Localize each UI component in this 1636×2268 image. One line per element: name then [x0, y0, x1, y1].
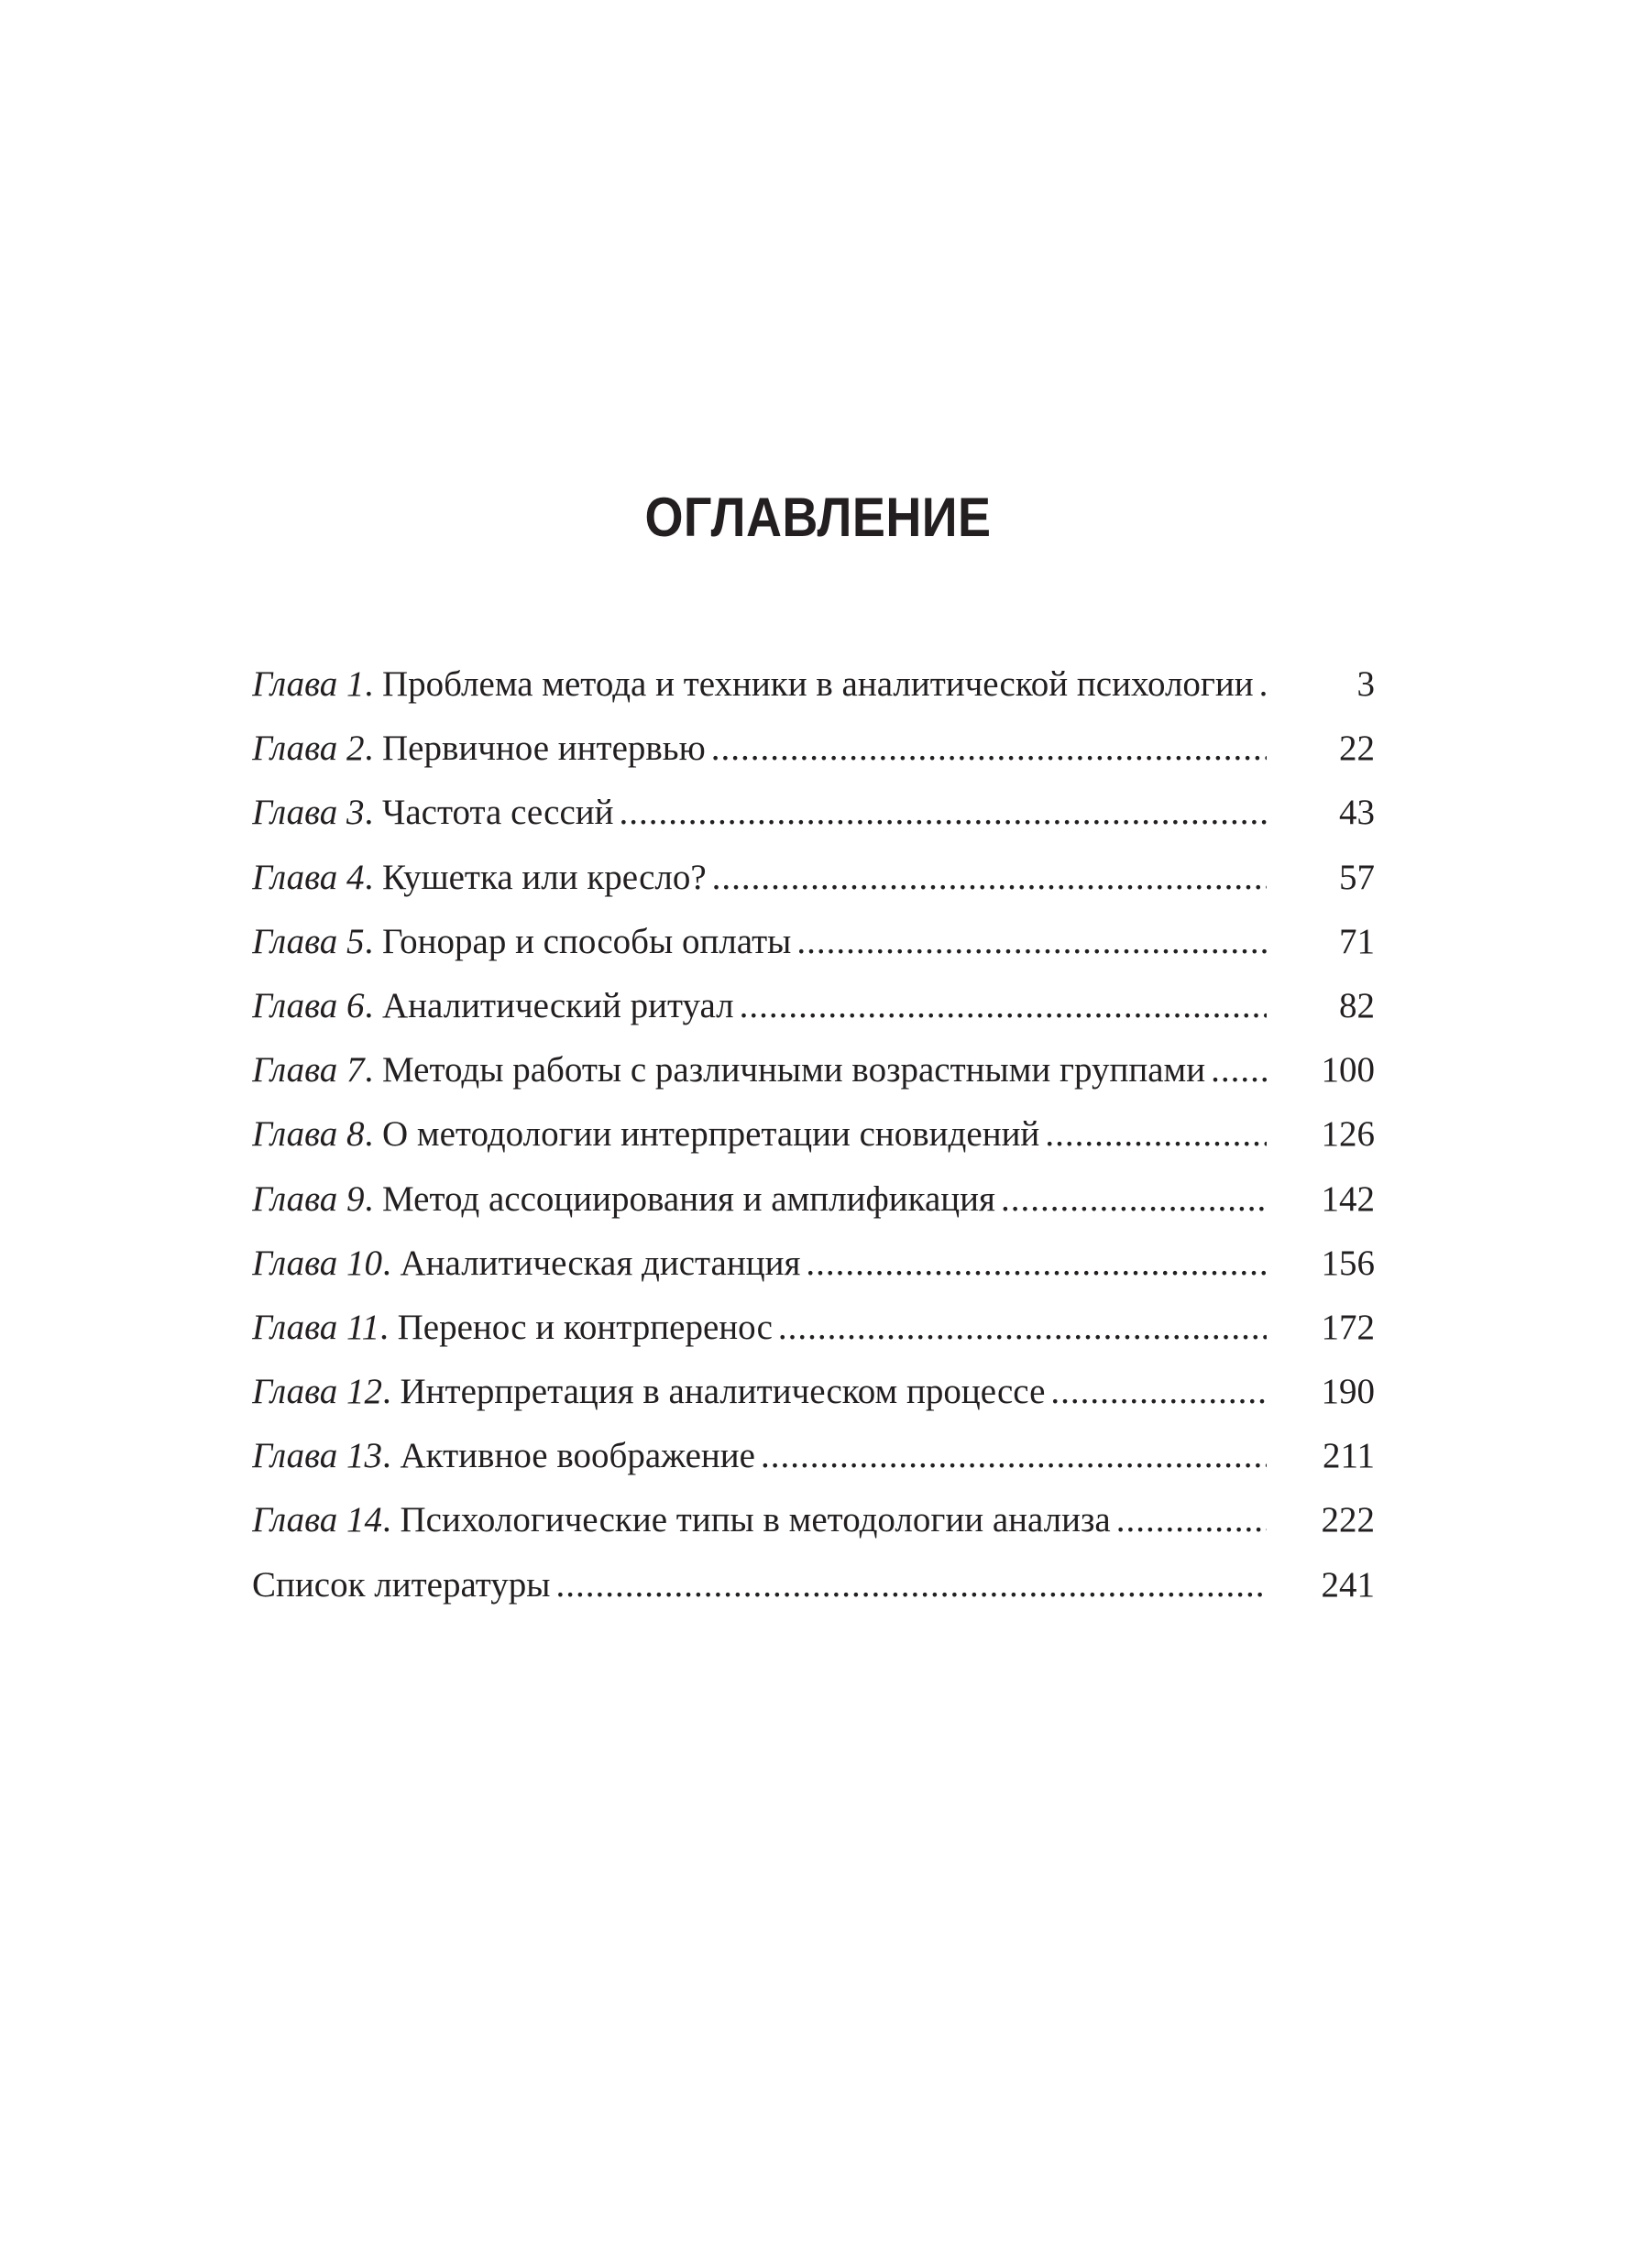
toc-page-number: 57 — [1339, 857, 1375, 897]
toc-leader-dots — [1045, 1102, 1267, 1167]
toc-chapter-label: Глава 13 — [252, 1436, 383, 1476]
toc-chapter-label: Глава 14 — [252, 1500, 383, 1540]
toc-entry-title: Гонорар и способы оплаты — [382, 921, 792, 961]
toc-leader-dots — [712, 846, 1267, 910]
toc-leader-dots — [806, 1232, 1267, 1296]
toc-entry-4[interactable]: Глава 4. Кушетка или кресло? ..... 57 — [252, 846, 1375, 910]
toc-entry-title: Список литературы — [252, 1564, 551, 1605]
toc-entry-5[interactable]: Глава 5. Гонорар и способы оплаты ..... 71 — [252, 910, 1375, 974]
toc-chapter-label: Глава 8 — [252, 1114, 365, 1155]
toc-chapter-label: Глава 3 — [252, 793, 365, 833]
toc-leader-dots — [555, 1553, 1267, 1617]
toc-chapter-label: Глава 7 — [252, 1050, 365, 1090]
toc-page-number: 22 — [1339, 729, 1375, 769]
toc-entry-3[interactable]: Глава 3. Частота сессий ..... 43 — [252, 781, 1375, 845]
toc-leader-dots — [796, 910, 1267, 974]
toc-page-number: 156 — [1321, 1243, 1375, 1283]
toc-chapter-label: Глава 9 — [252, 1178, 365, 1219]
toc-entry-13[interactable]: Глава 13. Активное воображение ..... 211 — [252, 1424, 1375, 1488]
toc-page-number: 82 — [1339, 985, 1375, 1025]
toc-leader-dots — [1050, 1360, 1267, 1424]
toc-entry-12[interactable]: Глава 12. Интерпретация в аналитическом процессе ..... 190 — [252, 1360, 1375, 1424]
toc-entry-title: Психологические типы в методологии анализа — [400, 1500, 1111, 1540]
toc-entry-title: Метод ассоциирования и амплификация — [382, 1178, 995, 1219]
toc-page-number: 172 — [1321, 1307, 1375, 1347]
toc-entry-title: Активное воображение — [400, 1436, 755, 1476]
toc-page-number: 211 — [1322, 1436, 1375, 1476]
toc-page-number: 190 — [1321, 1372, 1375, 1412]
toc-entry-7[interactable]: Глава 7. Методы работы с различными возрастными группами ..... 100 — [252, 1038, 1375, 1102]
toc-page-number: 71 — [1339, 921, 1375, 961]
toc-entry-bibliography[interactable] — [252, 1553, 1375, 1617]
toc-entry-title: Первичное интервью — [382, 729, 706, 769]
toc-entry-title: Методы работы с различными возрастными группами — [382, 1050, 1206, 1090]
toc-entry-title: Аналитическая дистанция — [400, 1243, 801, 1283]
toc-chapter-label: Глава 12 — [252, 1372, 383, 1412]
toc-page-number: 241 — [1321, 1564, 1375, 1605]
toc-chapter-label: Глава 4 — [252, 857, 365, 897]
toc-chapter-label: Глава 5 — [252, 921, 365, 961]
toc-entry-title: Проблема метода и техники в аналитической психологии — [382, 664, 1254, 704]
toc-leader-dots — [1116, 1488, 1267, 1552]
toc-chapter-label: Глава 11 — [252, 1307, 380, 1347]
toc-entry-10[interactable]: Глава 10. Аналитическая дистанция ..... 156 — [252, 1232, 1375, 1296]
page-title: ОГЛАВЛЕНИЕ — [644, 487, 992, 548]
toc-chapter-label: Глава 10 — [252, 1243, 383, 1283]
toc-leader-dots — [761, 1424, 1267, 1488]
toc-entry-9[interactable]: Глава 9. Метод ассоциирования и амплификация ..... 142 — [252, 1167, 1375, 1232]
table-of-contents — [252, 652, 1375, 1617]
toc-entry-title: Кушетка или кресло? — [382, 857, 707, 897]
toc-page-number: 126 — [1321, 1114, 1375, 1155]
toc-entry-title: Частота сессий — [382, 793, 614, 833]
toc-entry-title: О методологии интерпретации сновидений — [382, 1114, 1040, 1155]
toc-leader-dots — [1211, 1038, 1267, 1102]
toc-entry-title: Интерпретация в аналитическом процессе — [400, 1372, 1046, 1412]
toc-chapter-label: Глава 6 — [252, 985, 365, 1025]
toc-page-number: 142 — [1321, 1178, 1375, 1219]
toc-leader-dots — [740, 974, 1267, 1038]
toc-leader-dots — [778, 1296, 1267, 1360]
toc-chapter-label: Глава 2 — [252, 729, 365, 769]
toc-leader-dots — [711, 717, 1267, 781]
toc-page-number: 100 — [1321, 1050, 1375, 1090]
toc-leader-dots — [1001, 1167, 1267, 1232]
toc-entry-8[interactable]: Глава 8. О методологии интерпретации сновидений ..... 126 — [252, 1102, 1375, 1167]
toc-entry-title: Аналитический ритуал — [382, 985, 734, 1025]
toc-page-number: 3 — [1356, 664, 1375, 704]
toc-entry-6[interactable]: Глава 6. Аналитический ритуал ..... 82 — [252, 974, 1375, 1038]
toc-entry-14[interactable]: Глава 14. Психологические типы в методологии анализа ..... 222 — [252, 1488, 1375, 1552]
toc-page-number: 222 — [1321, 1500, 1375, 1540]
toc-leader-dots — [1259, 652, 1267, 717]
toc-chapter-label: Глава 1 — [252, 664, 365, 704]
toc-entry-1[interactable]: Глава 1. Проблема метода и техники в аналитической психологии ..... 3 — [252, 652, 1375, 717]
toc-leader-dots — [620, 781, 1267, 845]
toc-entry-2[interactable]: Глава 2. Первичное интервью ..... 22 — [252, 717, 1375, 781]
toc-page-number: 43 — [1339, 793, 1375, 833]
toc-entry-11[interactable]: Глава 11. Перенос и контрперенос ..... 172 — [252, 1296, 1375, 1360]
toc-entry-title: Перенос и контрперенос — [397, 1307, 773, 1347]
